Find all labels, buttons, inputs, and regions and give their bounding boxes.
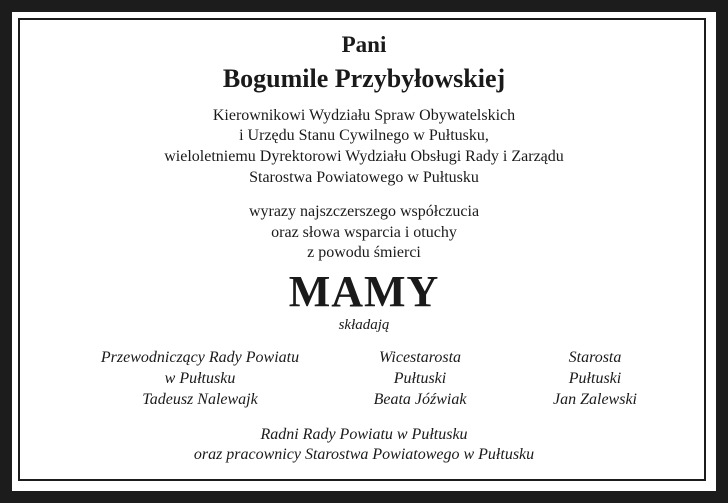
- salutation: Pani: [341, 32, 387, 57]
- description-line: Starostwa Powiatowego w Pułtusku: [249, 169, 479, 186]
- signatory-block: [530, 347, 660, 410]
- signatory-name: Tadeusz Nalewajk: [142, 391, 258, 408]
- description-line: i Urzędu Stanu Cywilnego w Pułtusku,: [239, 127, 489, 144]
- footer-line: Radni Rady Powiatu w Pułtusku: [260, 426, 468, 443]
- footer-line: oraz pracownicy Starostwa Powiatowego w Pułtusku: [193, 446, 535, 463]
- signatory-title: Wicestarosta: [378, 349, 462, 366]
- description-line: Kierownikowi Wydziału Spraw Obywatelskich: [212, 107, 516, 124]
- condolence-line: z powodu śmierci: [307, 244, 421, 261]
- signatory-location: Pułtuski: [568, 370, 622, 387]
- signatory-block: [350, 347, 490, 410]
- signatory-name: Beata Jóźwiak: [373, 391, 467, 408]
- signatory-title: Przewodniczący Rady Powiatu: [100, 349, 300, 366]
- description-line: wieloletniemu Dyrektorowi Wydziału Obsługi Rady i Zarządu: [164, 148, 564, 165]
- condolence-line: oraz słowa wsparcia i otuchy: [271, 224, 457, 241]
- signatory-location: w Pułtusku: [164, 370, 236, 387]
- obituary-content: [20, 20, 708, 479]
- condolence-line: wyrazy najszczerszego współczucia: [248, 203, 480, 220]
- signatory-block: [80, 347, 320, 410]
- signatory-title: Starosta: [568, 349, 622, 366]
- verb-offer: składają: [338, 317, 390, 333]
- recipient-name: Bogumile Przybyłowskiej: [222, 64, 506, 93]
- deceased-relation: MAMY: [288, 267, 440, 316]
- signatory-location: Pułtuski: [393, 370, 447, 387]
- signatory-name: Jan Zalewski: [553, 391, 637, 408]
